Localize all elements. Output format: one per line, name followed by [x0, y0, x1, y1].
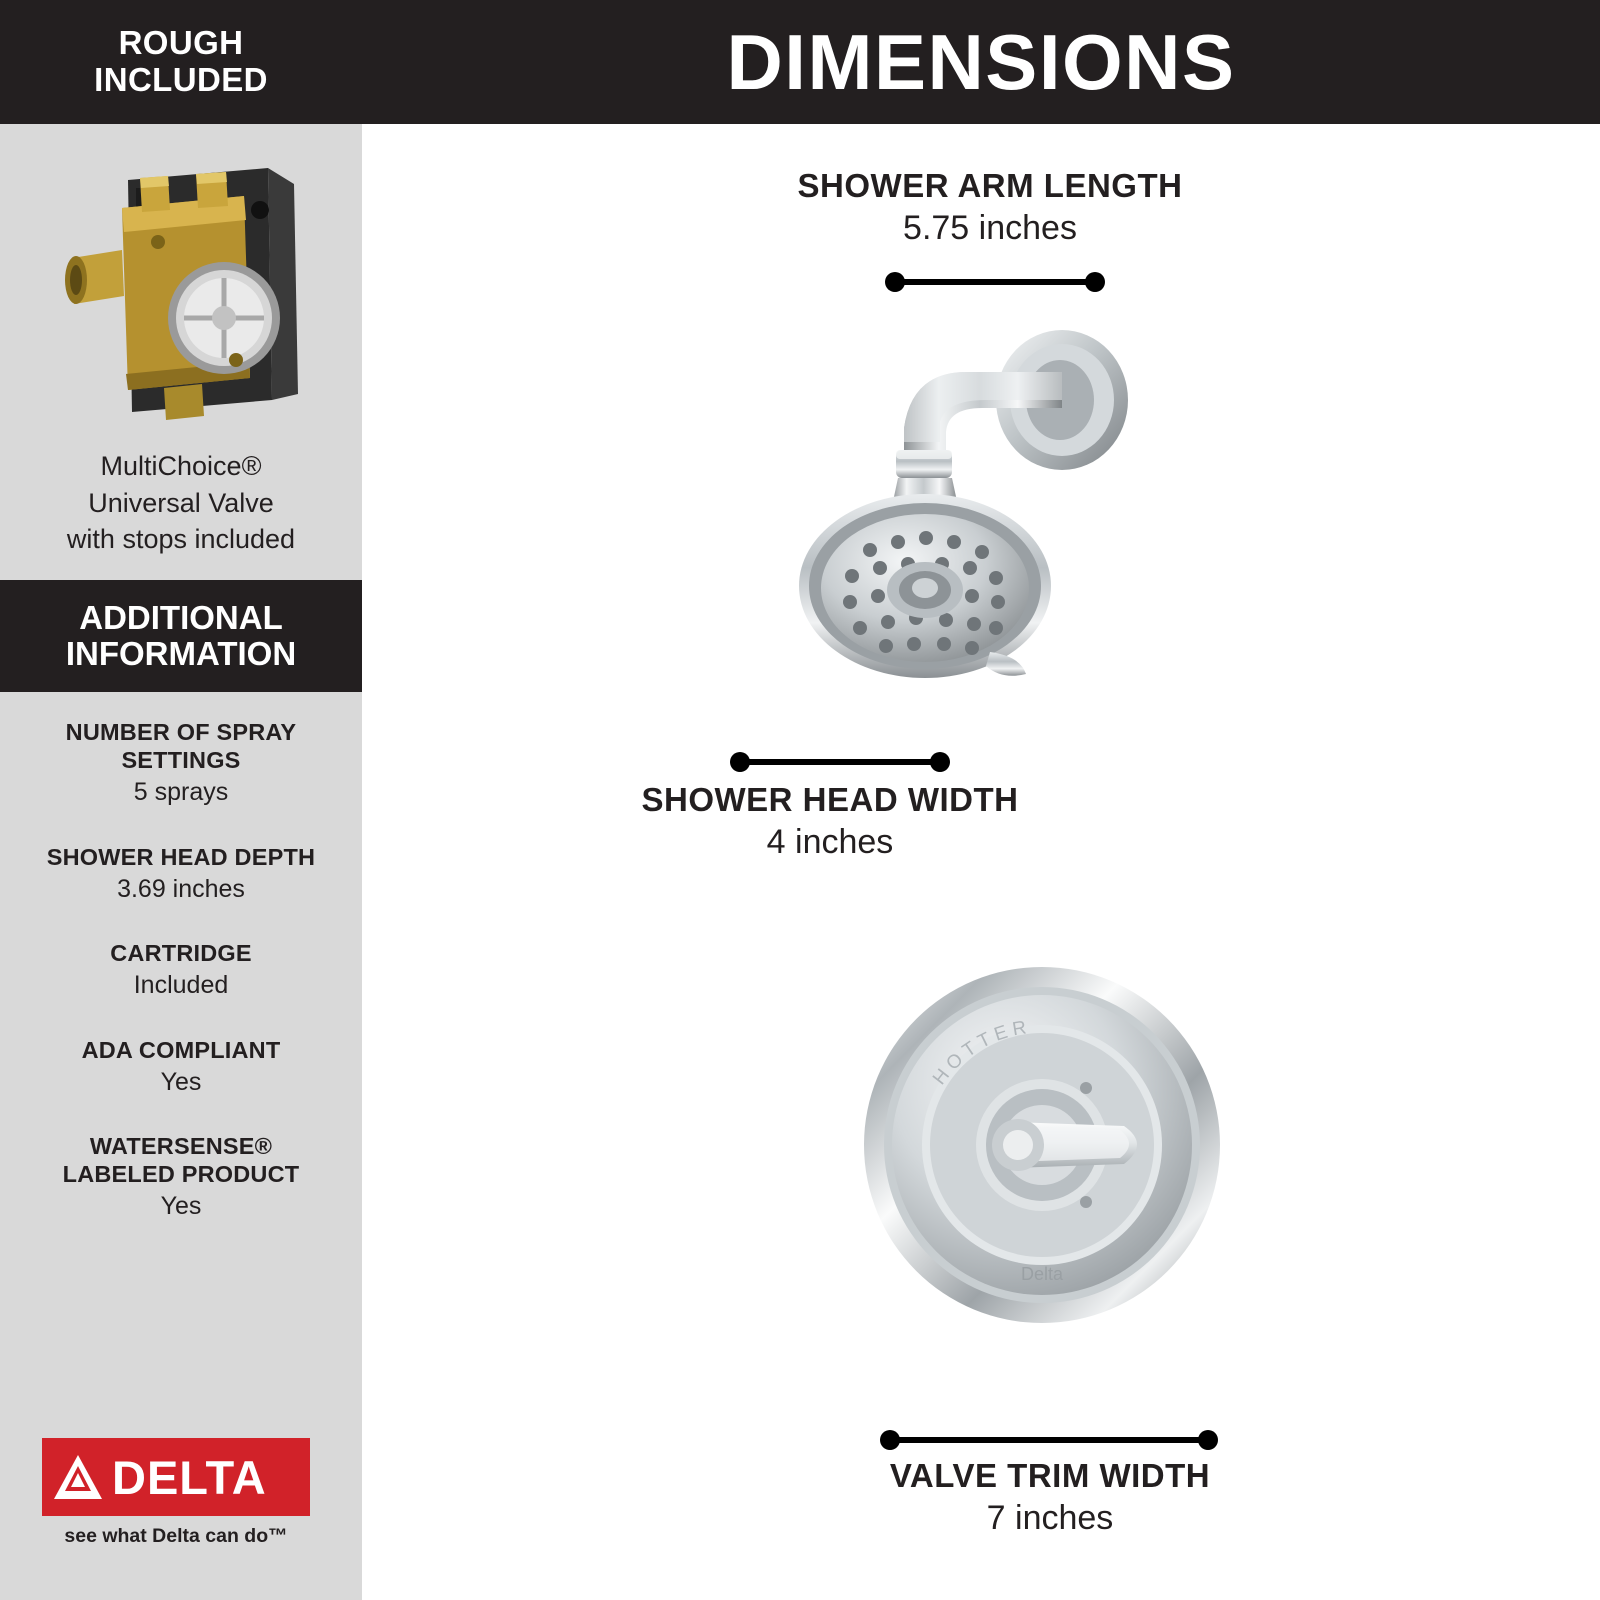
valve-trim-width-label [740, 1458, 1360, 1538]
spec-item [14, 843, 348, 905]
spec-key-line1: CARTRIDGE [110, 940, 252, 967]
delta-tagline: see what Delta can do™ [64, 1525, 288, 1547]
additional-info-line2: INFORMATION [65, 635, 297, 672]
shower-head-width-dimension-line [740, 759, 940, 765]
dimensions-header [362, 0, 1600, 124]
rough-included-title-line1: ROUGH [118, 24, 244, 62]
valve-trim-width-dot-left [880, 1430, 900, 1450]
valve-trim-width-value: 7 inches [986, 1499, 1114, 1538]
shower-arm-dimension-dot-left [885, 272, 905, 292]
spec-value: Yes [160, 1192, 202, 1221]
shower-head-width-dot-right [930, 752, 950, 772]
spec-value: 5 sprays [133, 778, 229, 807]
delta-triangle-icon [50, 1449, 106, 1505]
shower-head-width-label [530, 782, 1130, 862]
spec-key-line1: WATERSENSE® [89, 1132, 273, 1159]
svg-text:Delta: Delta [1020, 1264, 1064, 1284]
valve-trim-image [862, 930, 1222, 1360]
shower-head-width-value: 4 inches [766, 823, 894, 862]
shower-arm-length-value: 5.75 inches [903, 209, 1077, 248]
shower-arm-length-title: SHOWER ARM LENGTH [797, 167, 1183, 204]
rough-valve-image [36, 150, 326, 440]
rough-included-title-line2: INCLUDED [94, 61, 268, 98]
valve-trim-width-dot-right [1198, 1430, 1218, 1450]
additional-information-header [0, 580, 362, 692]
rough-caption-line2: Universal Valve [88, 487, 274, 518]
spec-list [14, 718, 348, 1257]
delta-logo-bar [42, 1438, 310, 1516]
spec-item [14, 1132, 348, 1223]
shower-head-image [690, 300, 1210, 720]
valve-trim-width-dimension-line [890, 1437, 1208, 1443]
shower-arm-dimension-dot-right [1085, 272, 1105, 292]
shower-arm-dimension-line [895, 279, 1095, 285]
spec-key-line1: ADA COMPLIANT [81, 1036, 281, 1063]
svg-text:HOTTER: HOTTER [929, 1016, 1033, 1089]
spec-key-line1: SHOWER HEAD DEPTH [46, 843, 316, 870]
sidebar [0, 0, 362, 1600]
valve-trim-width-title: VALVE TRIM WIDTH [889, 1457, 1211, 1494]
spec-key-line2: LABELED PRODUCT [62, 1161, 300, 1188]
rough-included-header [0, 0, 362, 124]
spec-item [14, 718, 348, 809]
spec-key-line2: SETTINGS [121, 747, 241, 774]
additional-info-line1: ADDITIONAL [79, 598, 283, 636]
rough-valve-caption [0, 448, 362, 558]
rough-caption-line1: MultiChoice® [100, 451, 262, 481]
spec-key-line1: NUMBER OF SPRAY [65, 719, 297, 745]
shower-head-width-title: SHOWER HEAD WIDTH [641, 781, 1019, 818]
shower-head-width-dot-left [730, 752, 750, 772]
rough-caption-line3: with stops included [66, 524, 296, 555]
spec-item [14, 1036, 348, 1098]
spec-value: Included [133, 971, 229, 1000]
shower-arm-length-label [660, 168, 1320, 248]
delta-wordmark: DELTA [112, 1450, 267, 1504]
spec-value: Yes [160, 1067, 202, 1096]
delta-logo [42, 1438, 322, 1548]
dimensions-title: DIMENSIONS [726, 17, 1236, 106]
spec-item [14, 939, 348, 1001]
spec-value: 3.69 inches [117, 874, 245, 903]
